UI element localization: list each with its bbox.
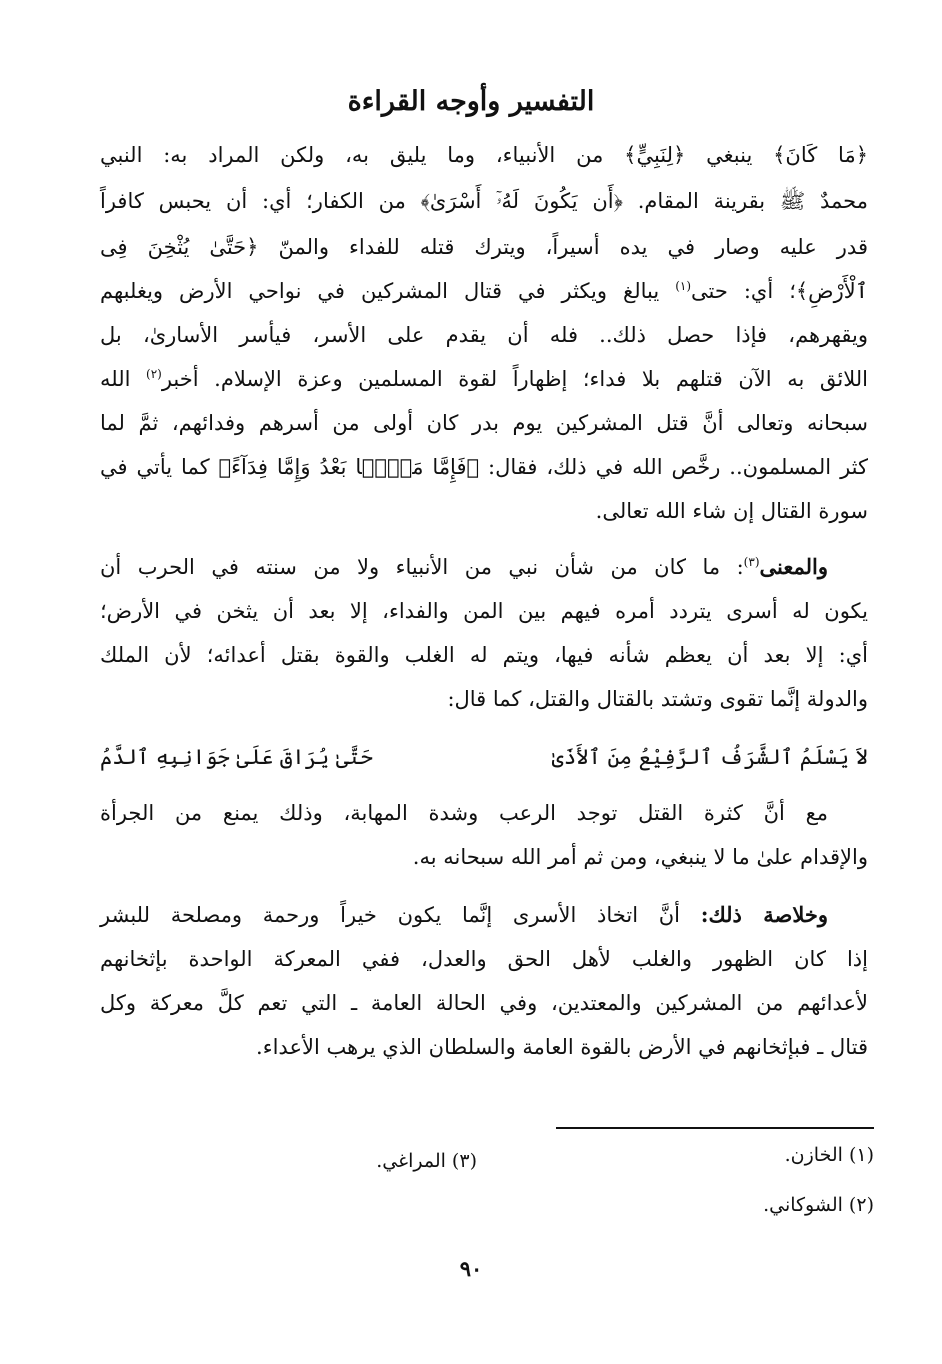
- footnote-2: (٢) الشوكاني.: [763, 1194, 874, 1216]
- text-line-content: مع أنَّ كثرة القتل توجد الرعب وشدة المهابة، وذلك يمنع من الجرأة: [100, 801, 828, 825]
- text-line-content: : ما كان من شأن نبي من الأنبياء ولا من سنته في الحرب أن: [100, 555, 744, 579]
- text-line: [100, 140, 868, 170]
- text-line-content: والدولة إنَّما تقوى وتشتد بالقتال والقتل، كما قال:: [447, 687, 868, 711]
- text-line: [100, 276, 868, 306]
- text-line: [100, 186, 868, 216]
- text-line: [100, 496, 868, 526]
- text-line-content: محمدٌ ﷺ بقرينة المقام. ﴿أَن يَكُونَ لَهُۥٓ أَسْرَىٰ﴾ من الكفار؛ أي: أن يحبس كافراً: [100, 189, 868, 213]
- text-line-content: يبالغ ويكثر في قتال المشركين في نواحي الأرض ويغلبهم: [100, 279, 676, 303]
- text-line-content: لأعدائهم من المشركين والمعتدين، وفي الحالة العامة ـ التي تعم كلَّ معركة وكل: [100, 991, 868, 1015]
- footnote-separator: [556, 1127, 874, 1129]
- text-line-content: أي: إلا بعد أن يعظم شأنه فيها، ويتم له الغلب والقوة بقتل أعدائه؛ لأن الملك: [100, 643, 868, 667]
- text-line: [100, 364, 868, 394]
- text-line-content: يكون له أسرى يتردد أمره فيهم بين المن والفداء، إلا بعد أن يثخن في الأرض؛: [100, 599, 868, 623]
- paragraph-lead: وخلاصة ذلك:: [700, 902, 828, 927]
- text-line-content: ٱلْأَرْضِ﴾؛ أي: حتى: [691, 279, 868, 303]
- text-line-content: الله: [100, 367, 147, 391]
- text-line: [100, 640, 868, 670]
- text-line-content: ويقهرهم، فإذا حصل ذلك.. فله أن يقدم على الأسر، فيأسر الأسارىٰ، بل: [100, 323, 868, 347]
- text-line: [100, 320, 868, 350]
- text-line: [100, 552, 828, 582]
- text-line: [100, 944, 868, 974]
- footnote-marker: (٣): [743, 555, 760, 569]
- text-line-content: قدر عليه وصار في يده أسيراً، ويترك قتله للفداء والمنّ ﴿حَتَّىٰ يُثْخِنَ فِى: [100, 235, 868, 259]
- text-line-content: أنَّ اتخاذ الأسرى إنَّما يكون خيراً ورحمة ومصلحة للبشر: [100, 903, 701, 927]
- text-line: [100, 842, 868, 872]
- text-line-content: سبحانه وتعالى أنَّ قتل المشركين يوم بدر كان أولى من أسرهم وفدائهم، ثمَّ لما: [100, 411, 868, 435]
- poetry-verse: [100, 742, 868, 772]
- text-line-content: سورة القتال إن شاء الله تعالى.: [595, 499, 868, 523]
- text-line: [100, 596, 868, 626]
- text-line-content: اللائق به الآن قتلهم بلا فداء؛ إظهاراً لقوة المسلمين وعزة الإسلام. أخبر: [161, 367, 868, 391]
- verse-first-hemistich: لاَ يَسْلَمُ ٱلشَّرَفُ ٱلرَّفِيْعُ مِنَ ٱلأَذَىٰ: [551, 745, 868, 769]
- paragraph-lead: والمعنى: [759, 554, 828, 579]
- page-number: ٩٠: [459, 1256, 483, 1281]
- text-line: [100, 408, 868, 438]
- text-line-content: ﴿مَا كَانَ﴾ ينبغي ﴿لِنَبِيٍّ﴾ من الأنبياء، وما يليق به، ولكن المراد به: النبي: [100, 143, 868, 167]
- footnote-1: (١) الخازن.: [784, 1144, 874, 1166]
- text-line: [100, 1032, 868, 1062]
- text-line-content: إذا كان الظهور والغلب لأهل الحق والعدل، ففي المعركة الواحدة بإثخانهم: [100, 947, 868, 971]
- footnote-3: (٣) المراغي.: [376, 1150, 477, 1172]
- text-line-content: كثر المسلمون.. رخَّص الله في ذلك، فقال: ﴿فَإِمَّا مَنًّۢا بَعْدُ وَإِمَّا فِدَآءً﴾ كما يأتي في: [100, 455, 868, 479]
- text-line-content: والإقدام علىٰ ما لا ينبغي، ومن ثم أمر الله سبحانه به.: [412, 845, 868, 869]
- page-title: التفسير وأوجه القراءة: [347, 86, 595, 117]
- text-line: [100, 988, 868, 1018]
- text-line: [100, 232, 868, 262]
- footnote-marker: (٢): [146, 367, 162, 381]
- text-line: [100, 684, 868, 714]
- verse-second-hemistich: حَتَّىٰ يُرَاقَ عَلَىٰ جَوَانِبِهِ ٱلدَّمُ: [100, 745, 373, 769]
- text-line-content: قتال ـ فبإثخانهم في الأرض بالقوة العامة والسلطان الذي يرهب الأعداء.: [256, 1035, 868, 1059]
- text-line: [100, 452, 868, 482]
- footnote-marker: (١): [675, 279, 692, 293]
- text-line: [100, 900, 828, 930]
- text-line: [100, 798, 828, 828]
